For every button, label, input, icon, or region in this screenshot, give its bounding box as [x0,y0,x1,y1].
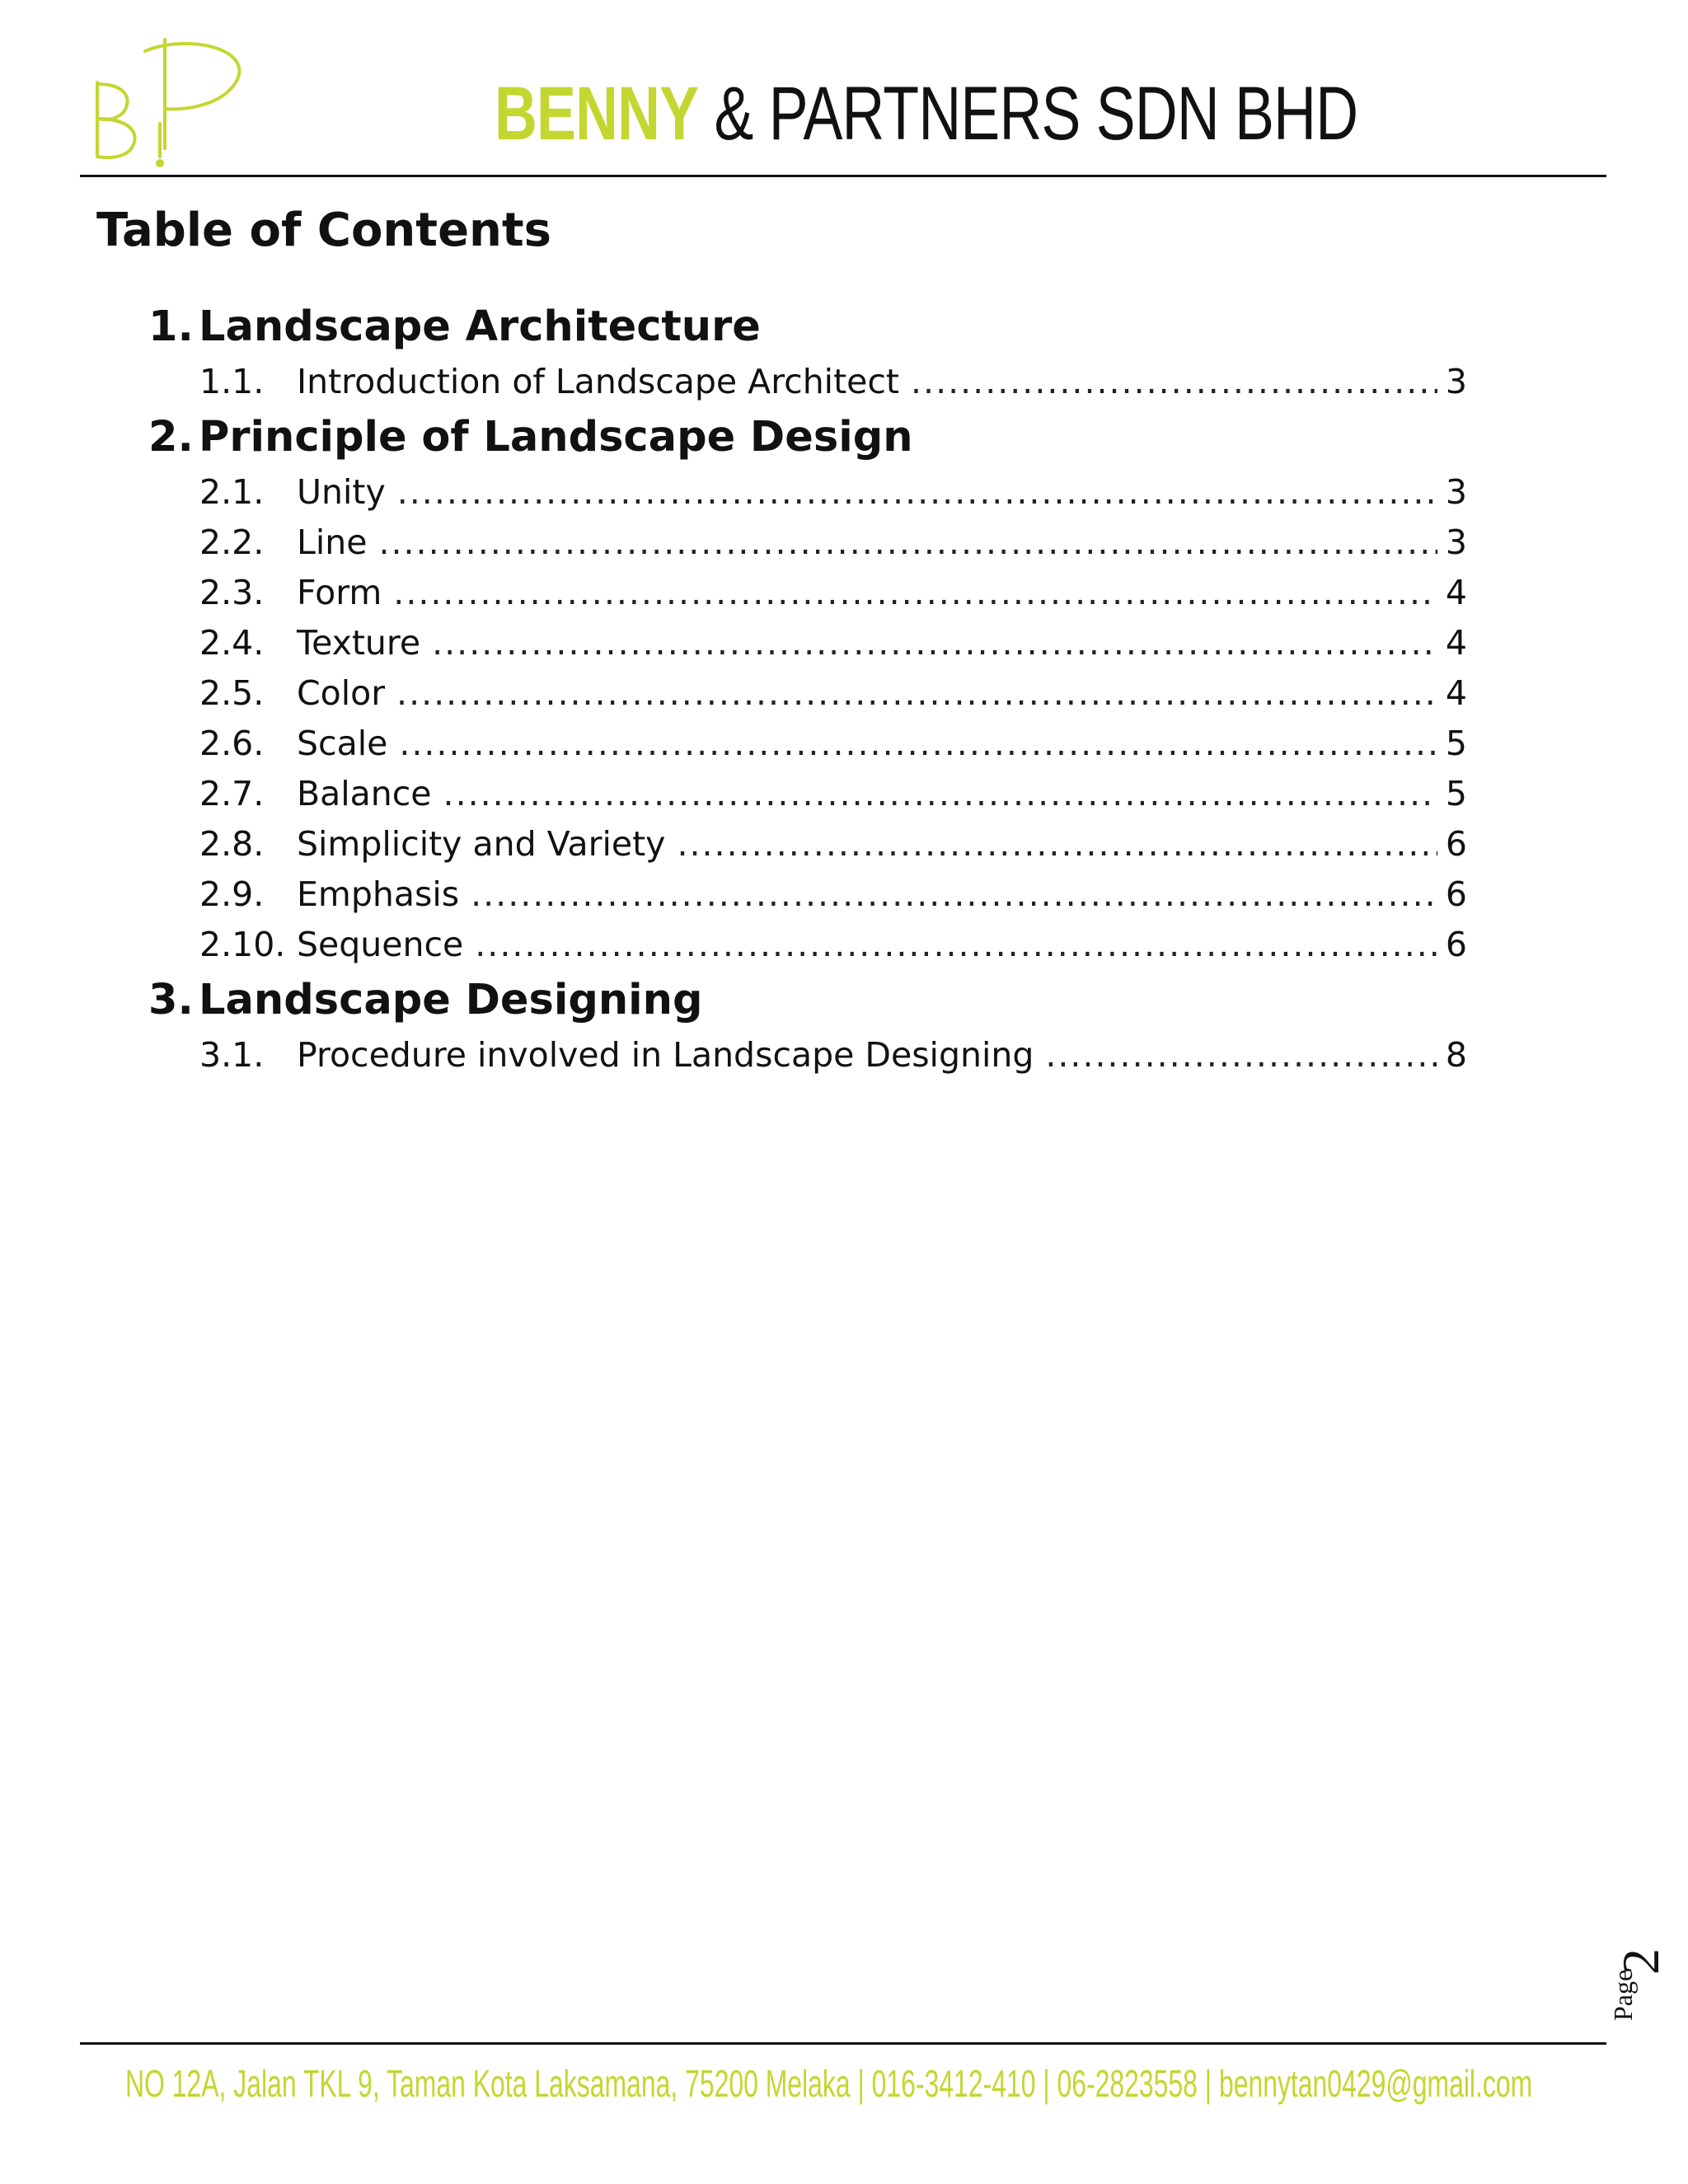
company-name-accent: BENNY [495,72,699,156]
entry-number: 2.7. [199,774,265,813]
dot-leader [399,719,1437,769]
entry-number: 2.4. [199,623,265,663]
dot-leader [471,869,1437,920]
entry-number: 2.9. [199,874,265,914]
entry-label: Line [297,523,368,562]
dot-leader [393,568,1437,618]
entry-label: Texture [297,623,421,663]
section-number: 2. [148,413,194,462]
dot-leader [397,467,1437,518]
company-name [495,72,1358,156]
page-word: Page [1608,1969,1638,2021]
toc-section-heading[interactable] [148,970,1467,1030]
entry-label: Procedure involved in Landscape Designing [297,1035,1034,1075]
dot-leader [396,668,1437,719]
table-of-contents [148,297,1467,1080]
entry-page: 3 [1445,523,1467,562]
entry-number: 3.1. [199,1035,265,1075]
toc-section-2 [148,407,1467,970]
toc-title: Table of Contents [96,204,552,257]
entry-label: Sequence [297,925,464,964]
entry-page: 3 [1445,472,1467,512]
section-number: 1. [148,302,194,351]
dot-leader [432,618,1437,668]
entry-label: Form [297,573,382,612]
entry-page: 5 [1445,774,1467,813]
dot-leader [911,357,1437,407]
toc-entry[interactable] [148,719,1467,769]
entry-page: 6 [1445,874,1467,914]
toc-entry[interactable] [148,920,1467,970]
footer-contact: NO 12A, Jalan TKL 9, Taman Kota Laksamana, 75200 Melaka | 016-3412-410 | 06-2823558 | bennytan0429@gmail.com [125,2062,1533,2105]
dot-leader [677,819,1437,869]
dot-leader [1045,1030,1437,1080]
entry-page: 5 [1445,724,1467,763]
entry-label: Introduction of Landscape Architect [297,362,899,401]
entry-number: 2.6. [199,724,265,763]
entry-number: 2.3. [199,573,265,612]
toc-entry[interactable] [148,568,1467,618]
entry-page: 4 [1445,573,1467,612]
entry-number: 2.10. [199,925,286,964]
entry-number: 2.2. [199,523,265,562]
toc-entry[interactable] [148,1030,1467,1080]
toc-entry[interactable] [148,518,1467,568]
entry-label: Scale [297,724,388,763]
page-digit: 2 [1611,1948,1670,1975]
toc-entry[interactable] [148,618,1467,668]
dot-leader [378,518,1437,568]
header-divider [80,175,1606,177]
entry-label: Unity [297,472,386,512]
page-number [1607,1912,1673,2027]
dot-leader [443,769,1437,819]
toc-entry[interactable] [148,769,1467,819]
entry-label: Simplicity and Variety [297,824,666,864]
section-title: Landscape Architecture [199,302,761,351]
company-logo [91,33,247,169]
toc-entry[interactable] [148,357,1467,407]
entry-number: 1.1. [199,362,265,401]
toc-entry[interactable] [148,869,1467,920]
entry-page: 6 [1445,925,1467,964]
entry-label: Emphasis [297,874,460,914]
entry-number: 2.1. [199,472,265,512]
entry-number: 2.5. [199,673,265,713]
dot-leader [475,920,1437,970]
toc-entry[interactable] [148,668,1467,719]
section-title: Landscape Designing [199,976,703,1024]
entry-number: 2.8. [199,824,265,864]
footer-divider [80,2042,1606,2045]
section-title: Principle of Landscape Design [199,413,913,462]
toc-section-3 [148,970,1467,1080]
toc-section-heading[interactable] [148,407,1467,467]
toc-section-1 [148,297,1467,407]
toc-entry[interactable] [148,467,1467,518]
section-number: 3. [148,976,194,1024]
entry-page: 3 [1445,362,1467,401]
toc-section-heading[interactable] [148,297,1467,357]
entry-page: 4 [1445,623,1467,663]
entry-page: 4 [1445,673,1467,713]
toc-entry[interactable] [148,819,1467,869]
entry-page: 8 [1445,1035,1467,1075]
entry-page: 6 [1445,824,1467,864]
entry-label: Color [297,673,386,713]
company-name-rest: & PARTNERS SDN BHD [698,72,1358,156]
entry-label: Balance [297,774,432,813]
